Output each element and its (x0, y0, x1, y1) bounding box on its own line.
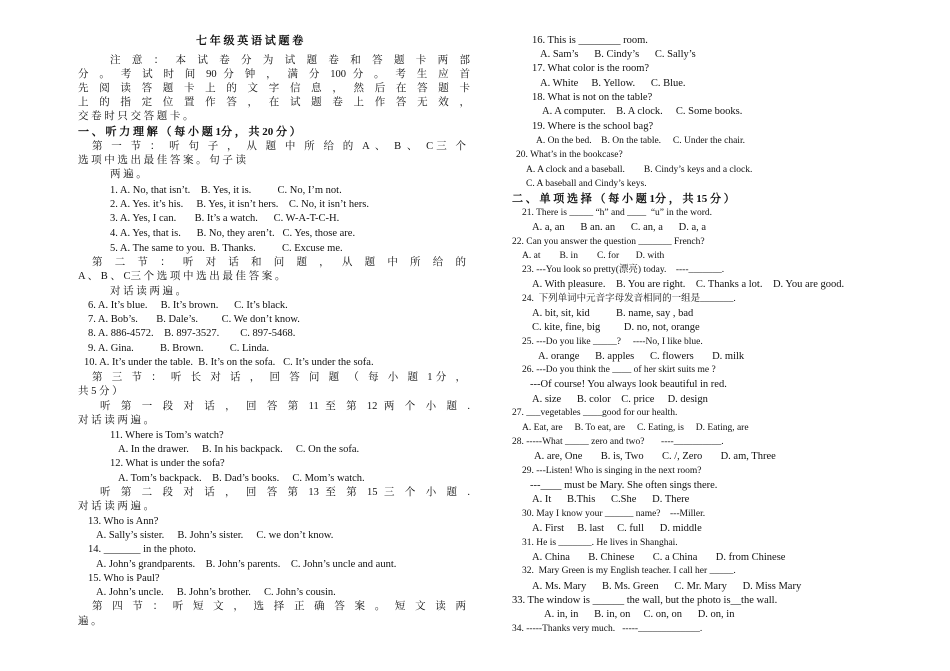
notice-line-3: 先 阅 读 答 题 卡 上 的 文 字 信 息 ， 然 后 在 答 题 卡 (78, 83, 470, 94)
question-16: 16. This is ________ room. (532, 35, 648, 46)
question-13-options: A. Sally’s sister. B. John’s sister. C. we don’t know. (96, 530, 334, 541)
question-26: 26. ---Do you think the ____ of her skirt suits me ? (522, 365, 716, 375)
question-12: 12. What is under the sofa? (110, 458, 225, 469)
question-29: 29. ---Listen! Who is singing in the next room? (522, 466, 702, 476)
question-26-options: A. size B. color C. price D. design (532, 394, 708, 405)
part1-instruction-2: 选 项 中 选 出 最 佳 答 案 。 句 子 读 (78, 155, 246, 166)
part3-dialog2-instruction-1: 听 第 二 段 对 话 ， 回 答 第 13 至 第 15 三 个 小 题 . (100, 487, 470, 498)
question-22-options: A. at B. in C. for D. with (522, 251, 665, 261)
question-20: 20. What’s in the bookcase? (516, 150, 623, 160)
question-20-option-c: C. A baseball and Cindy’s keys. (526, 179, 647, 189)
question-17: 17. What color is the room? (532, 63, 650, 74)
question-15-options: A. John’s uncle. B. John’s brother. C. John’s cousin. (96, 587, 336, 598)
question-30: 30. May I know your ______ name? ---Miller. (522, 509, 706, 519)
question-22: 22. Can you answer the question _______ French? (512, 237, 705, 247)
question-17-options: A. White B. Yellow. C. Blue. (540, 78, 686, 89)
question-2: 2. A. Yes. it’s his. B. Yes, it isn’t hers. C. No, it isn’t hers. (110, 199, 369, 210)
question-12-options: A. Tom’s backpack. B. Dad’s books. C. Mom’s watch. (118, 473, 365, 484)
question-6: 6. A. It’s blue. B. It’s brown. C. It’s black. (88, 300, 288, 311)
part2-instruction-3: 对 话 读 两 遍 。 (110, 286, 187, 297)
part3-instruction-4: 对 话 读 两 遍 。 (78, 415, 155, 426)
question-24: 24. 下列单词中元音字母发音相同的一组是_______. (522, 294, 736, 304)
question-1: 1. A. No, that isn’t. B. Yes, it is. C. No, I’m not. (110, 185, 342, 196)
question-25-options: A. orange B. apples C. flowers D. milk (538, 351, 745, 362)
question-29-reply: ---____ must be Mary. She often sings there. (530, 480, 718, 491)
question-21: 21. There is _____ “h” and ____ “u” in the word. (522, 208, 713, 218)
notice-line-5: 交 卷 时 只 交 答 题 卡 。 (78, 111, 194, 122)
question-33: 33. The window is ______ the wall, but the photo is__the wall. (512, 595, 778, 606)
question-19: 19. Where is the school bag? (532, 121, 654, 132)
question-24-options-cd: C. kite, fine, big D. no, not, orange (532, 322, 700, 333)
question-4: 4. A. Yes, that is. B. No, they aren’t. C. Yes, those are. (110, 228, 356, 239)
part3-instruction-1: 第 三 节 ： 听 长 对 话 ， 回 答 问 题 （ 每 小 题 1分 ， (92, 372, 466, 383)
question-18: 18. What is not on the table? (532, 92, 653, 103)
question-11: 11. Where is Tom’s watch? (110, 430, 224, 441)
question-14: 14. _______ in the photo. (88, 544, 196, 555)
question-9: 9. A. Gina. B. Brown. C. Linda. (88, 343, 270, 354)
question-28: 28. -----What _____ zero and two? ----__________. (512, 437, 724, 447)
section1-heading: 一 、 听 力 理 解 （ 每 小 题 1分 ， 共 20 分 ） (78, 126, 301, 138)
part4-instruction-2: 遍 。 (78, 616, 102, 627)
question-23-options: A. With pleasure. B. You are right. C. Thanks a lot. D. You are good. (532, 279, 845, 290)
question-32-options: A. Ms. Mary B. Ms. Green C. Mr. Mary D. Miss Mary (532, 581, 802, 592)
question-14-options: A. John’s grandparents. B. John’s parents. C. John’s uncle and aunt. (96, 559, 397, 570)
question-11-options: A. In the drawer. B. In his backpack. C. On the sofa. (118, 444, 360, 455)
part3-instruction-2: 共 5 分 ） (78, 386, 123, 397)
question-7: 7. A. Bob’s. B. Dale’s. C. We don’t know. (88, 314, 300, 325)
question-27-options: A. Eat, are B. To eat, are C. Eating, is D. Eating, are (522, 423, 749, 433)
question-25: 25. ---Do you like _____? ----No, I like blue. (522, 337, 703, 347)
part3-instruction-3: 听 第 一 段 对 话 ， 回 答 第 11 至 第 12 两 个 小 题 . (100, 401, 470, 412)
question-28-options: A. are, One B. is, Two C. /, Zero D. am, Three (534, 451, 776, 462)
part2-instruction-1: 第 二 节 ： 听 对 话 和 问 题 ， 从 题 中 所 给 的 (92, 257, 466, 268)
question-34: 34. -----Thanks very much. -----_____________. (512, 624, 703, 634)
part4-instruction-1: 第 四 节 ： 听 短 文 ， 选 择 正 确 答 案 。 短 文 读 两 (92, 601, 466, 612)
question-31: 31. He is _______. He lives in Shanghai. (522, 538, 678, 548)
question-30-options: A. First B. last C. full D. middle (532, 523, 702, 534)
question-27: 27. ___vegetables ____good for our health. (512, 408, 678, 418)
part1-instruction-1: 第 一 节 ： 听 句 子 ， 从 题 中 所 给 的 A 、 B 、 C三 个 (92, 141, 466, 152)
notice-line-2: 分 。 考 试 时 间 90 分 钟 ， 满 分 100 分 。 考 生 应 首 (78, 69, 470, 80)
notice-line-1: 注 意 ： 本 试 卷 分 为 试 题 卷 和 答 题 卡 两 部 (110, 55, 470, 66)
question-21-options: A. a, an B an. an C. an, a D. a, a (532, 222, 707, 233)
question-32: 32. Mary Green is my English teacher. I call her _____. (522, 566, 736, 576)
question-10: 10. A. It’s under the table. B. It’s on the sofa. C. It’s under the sofa. (84, 357, 374, 368)
question-24-options-ab: A. bit, sit, kid B. name, say , bad (532, 308, 694, 319)
question-13: 13. Who is Ann? (88, 516, 159, 527)
question-18-options: A. A computer. B. A clock. C. Some books. (542, 106, 743, 117)
part1-instruction-3: 两 遍 。 (110, 169, 147, 180)
part3-dialog2-instruction-2: 对 话 读 两 遍 。 (78, 501, 155, 512)
question-16-options: A. Sam’s B. Cindy’s C. Sally’s (540, 49, 696, 60)
question-33-options: A. in, in B. in, on C. on, on D. on, in (544, 609, 735, 620)
notice-line-4: 上 的 指 定 位 置 作 答 ， 在 试 题 卷 上 作 答 无 效 ， (78, 97, 470, 108)
question-15: 15. Who is Paul? (88, 573, 160, 584)
question-5: 5. A. The same to you. B. Thanks. C. Excuse me. (110, 243, 343, 254)
question-31-options: A. China B. Chinese C. a China D. from Chinese (532, 552, 786, 563)
question-29-options: A. It B.This C.She D. There (532, 494, 690, 505)
question-23: 23. ---You look so pretty(漂亮) today. ----_______. (522, 265, 725, 275)
question-19-options: A. On the bed. B. On the table. C. Under the chair. (536, 136, 745, 146)
section2-heading: 二 、 单 项 选 择 （ 每 小 题 1分 ， 共 15 分 ） (512, 193, 735, 205)
question-20-options-ab: A. A clock and a baseball. B. Cindy’s keys and a clock. (526, 165, 753, 175)
part2-instruction-2: A 、 B 、 C三 个 选 项 中 选 出 最 佳 答 案 。 (78, 271, 286, 282)
question-26-reply: ---Of course! You always look beautiful in red. (530, 379, 727, 390)
question-8: 8. A. 886-4572. B. 897-3527. C. 897-5468. (88, 328, 296, 339)
page-title: 七 年 级 英 语 试 题 卷 (196, 35, 304, 47)
question-3: 3. A. Yes, I can. B. It’s a watch. C. W-A-T-C-H. (110, 213, 340, 224)
